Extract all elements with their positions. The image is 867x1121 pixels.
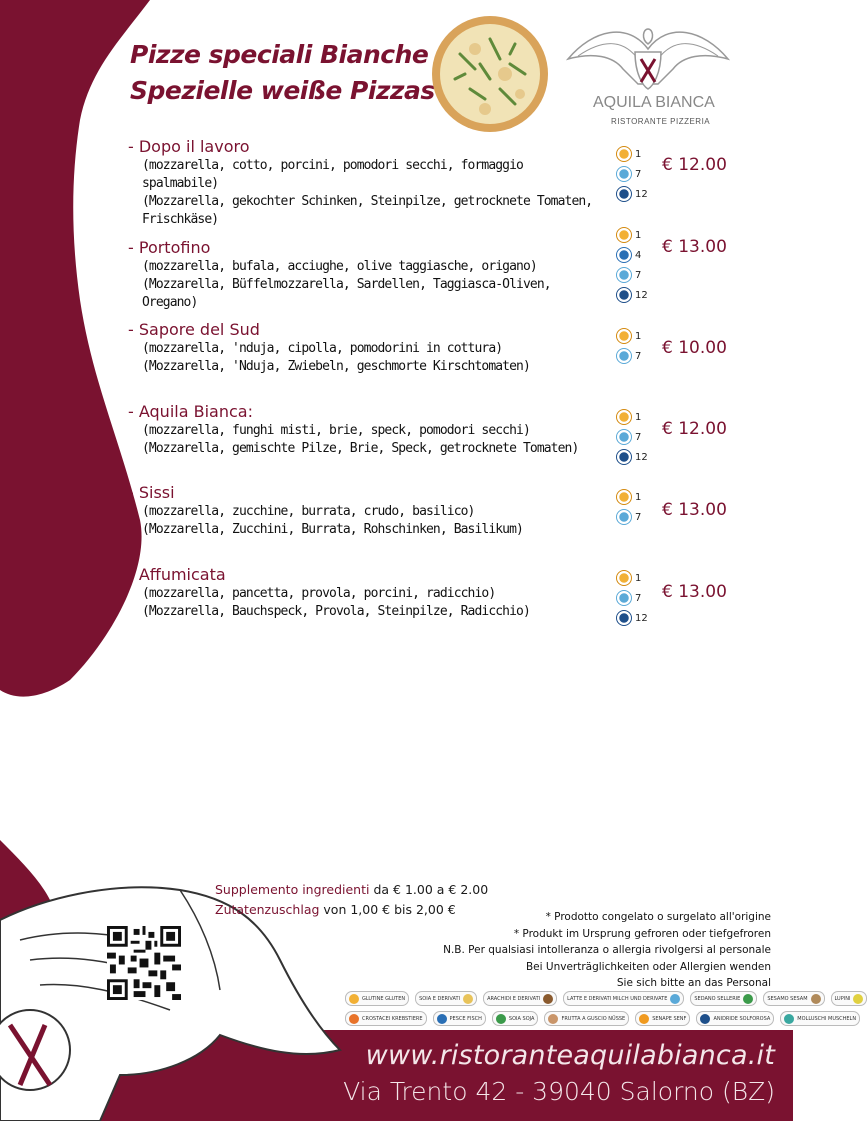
restaurant-logo: [563, 14, 733, 133]
legend-chip: GLUTINE GLUTEN: [345, 991, 409, 1006]
pizza-photo: [430, 14, 550, 134]
supplement-label-de: Zutatenzuschlag: [215, 902, 320, 917]
item-name: - Aquila Bianca:: [128, 402, 253, 421]
note-line: N.B. Per qualsiasi intolleranza o allergia rivolgersi al personale: [443, 944, 771, 956]
gluten-icon: [349, 994, 359, 1004]
item-desc-de: (Mozzarella, Bauchspeck, Provola, Steinpilze, Radicchio): [142, 604, 530, 619]
legend-chip: SOIA E DERIVATI: [415, 991, 477, 1006]
allergen-fish-icon: [616, 247, 632, 263]
allergen-milk-icon: [616, 166, 632, 182]
item-desc-de-cont: Frischkäse): [142, 212, 219, 227]
allergen-milk-icon: [616, 348, 632, 364]
allergen-gluten-icon: [616, 570, 632, 586]
item-desc-de: (Mozzarella, 'Nduja, Zwiebeln, geschmorte Kirschtomaten): [142, 359, 530, 374]
item-name: - Sissi: [128, 483, 175, 502]
soy-icon: [496, 1014, 506, 1024]
allergen-sulphite-icon: [616, 287, 632, 303]
legend-chip: SOIA SOJA: [492, 1011, 539, 1026]
legend-chip: SENAPE SENF: [635, 1011, 690, 1026]
sulphite-icon: [700, 1014, 710, 1024]
allergen-list: 1 7 12: [616, 568, 656, 628]
note-line: * Prodotto congelato o surgelato all'origine: [545, 911, 771, 923]
allergen-sulphite-icon: [616, 186, 632, 202]
item-name: - Sapore del Sud: [128, 320, 260, 339]
title-italian: Pizze speciali Bianche: [130, 40, 429, 69]
mustard-icon: [639, 1014, 649, 1024]
item-desc-de: (Mozzarella, gekochter Schinken, Steinpilze, getrocknete Tomaten,: [142, 194, 593, 209]
note-line: Bei Unverträglichkeiten oder Allergien wenden: [525, 960, 771, 973]
item-desc-it: (mozzarella, funghi misti, brie, speck, pomodori secchi): [142, 423, 530, 438]
allergen-milk-icon: [616, 590, 632, 606]
allergen-legend-row: [345, 991, 867, 1006]
supplement-value-de: von 1,00 € bis 2,00 €: [323, 902, 456, 917]
celery-icon: [743, 994, 753, 1004]
menu-item: [128, 238, 598, 312]
legend-chip: LUPINI: [831, 991, 867, 1006]
allergen-list: 1 4 7 12: [616, 225, 656, 305]
item-desc-de: (Mozzarella, gemischte Pilze, Brie, Speck, getrocknete Tomaten): [142, 441, 579, 456]
item-price: € 10.00: [662, 338, 727, 358]
legend-chip: CROSTACEI KREBSTIERE: [345, 1011, 427, 1026]
item-desc-de: (Mozzarella, Zucchini, Burrata, Rohschinken, Basilikum): [142, 522, 523, 537]
egg-icon: [463, 994, 473, 1004]
allergen-sulphite-icon: [616, 610, 632, 626]
title-german: Spezielle weiße Pizzas: [130, 76, 435, 105]
legend-chip: FRUTTA A GUSCIO NÜSSE: [544, 1011, 629, 1026]
allergen-list: 1 7 12: [616, 144, 656, 204]
legend-chip: LATTE E DERIVATI MILCH UND DERIVATE: [563, 991, 684, 1006]
item-desc-it: (mozzarella, cotto, porcini, pomodori secchi, formaggio spalmabile): [142, 158, 523, 191]
item-desc-it: (mozzarella, 'nduja, cipolla, pomodorini in cottura): [142, 341, 503, 356]
crustacean-icon: [349, 1014, 359, 1024]
item-name: - Affumicata: [128, 565, 226, 584]
item-price: € 13.00: [662, 237, 727, 257]
menu-item: [128, 483, 598, 539]
legend-chip: ANIDRIDE SOLFOROSA: [696, 1011, 774, 1026]
allergen-list: 1 7: [616, 487, 656, 527]
website-link[interactable]: www.ristoranteaquilabianca.it: [365, 1040, 775, 1071]
legend-chip: SEDANO SELLERIE: [690, 991, 757, 1006]
nut-icon: [548, 1014, 558, 1024]
allergen-gluten-icon: [616, 328, 632, 344]
fish-icon: [437, 1014, 447, 1024]
supplement-label-it: Supplemento ingredienti: [215, 882, 370, 897]
allergen-gluten-icon: [616, 227, 632, 243]
lupin-icon: [853, 994, 863, 1004]
legend-chip: SESAMO SESAM: [763, 991, 824, 1006]
allergen-milk-icon: [616, 509, 632, 525]
peanut-icon: [543, 994, 553, 1004]
allergen-list: 1 7 12: [616, 407, 656, 467]
item-name: - Dopo il lavoro: [128, 137, 250, 156]
item-price: € 12.00: [662, 419, 727, 439]
note-line: Sie sich bitte an das Personal: [616, 977, 771, 989]
menu-item: [128, 565, 598, 621]
item-desc-it: (mozzarella, zucchine, burrata, crudo, basilico): [142, 504, 475, 519]
item-desc-de: (Mozzarella, Büffelmozzarella, Sardellen, Taggiasca-Oliven, Oregano): [142, 277, 551, 310]
item-price: € 13.00: [662, 582, 727, 602]
allergen-gluten-icon: [616, 409, 632, 425]
allergen-milk-icon: [616, 267, 632, 283]
menu-item: [128, 137, 598, 229]
item-name: - Portofino: [128, 238, 211, 257]
item-desc-it: (mozzarella, pancetta, provola, porcini, radicchio): [142, 586, 496, 601]
note-line: * Produkt im Ursprung gefroren oder tiefgefroren: [513, 927, 771, 940]
menu-item: [128, 402, 598, 458]
allergen-sulphite-icon: [616, 449, 632, 465]
logo-subtitle: RISTORANTE PIZZERIA: [611, 117, 711, 126]
address: Via Trento 42 - 39040 Salorno (BZ): [343, 1077, 775, 1106]
item-price: € 12.00: [662, 155, 727, 175]
legend-chip: MOLLUSCHI MUSCHELN: [780, 1011, 860, 1026]
milk-icon: [670, 994, 680, 1004]
allergen-list: 1 7: [616, 326, 656, 366]
qr-code[interactable]: [107, 926, 181, 1000]
supplement-value-it: da € 1.00 a € 2.00: [373, 882, 489, 897]
menu-item: [128, 320, 598, 376]
item-price: € 13.00: [662, 500, 727, 520]
logo-name: AQUILA BIANCA: [593, 94, 715, 111]
sesame-icon: [811, 994, 821, 1004]
legend-chip: ARACHIDI E DERIVATI: [483, 991, 557, 1006]
allergen-legend-row: [345, 1011, 860, 1026]
allergen-milk-icon: [616, 429, 632, 445]
item-desc-it: (mozzarella, bufala, acciughe, olive taggiasche, origano): [142, 259, 537, 274]
legend-chip: PESCE FISCH: [433, 1011, 486, 1026]
allergen-gluten-icon: [616, 146, 632, 162]
allergen-gluten-icon: [616, 489, 632, 505]
allergy-notes: [443, 909, 771, 992]
mollusc-icon: [784, 1014, 794, 1024]
